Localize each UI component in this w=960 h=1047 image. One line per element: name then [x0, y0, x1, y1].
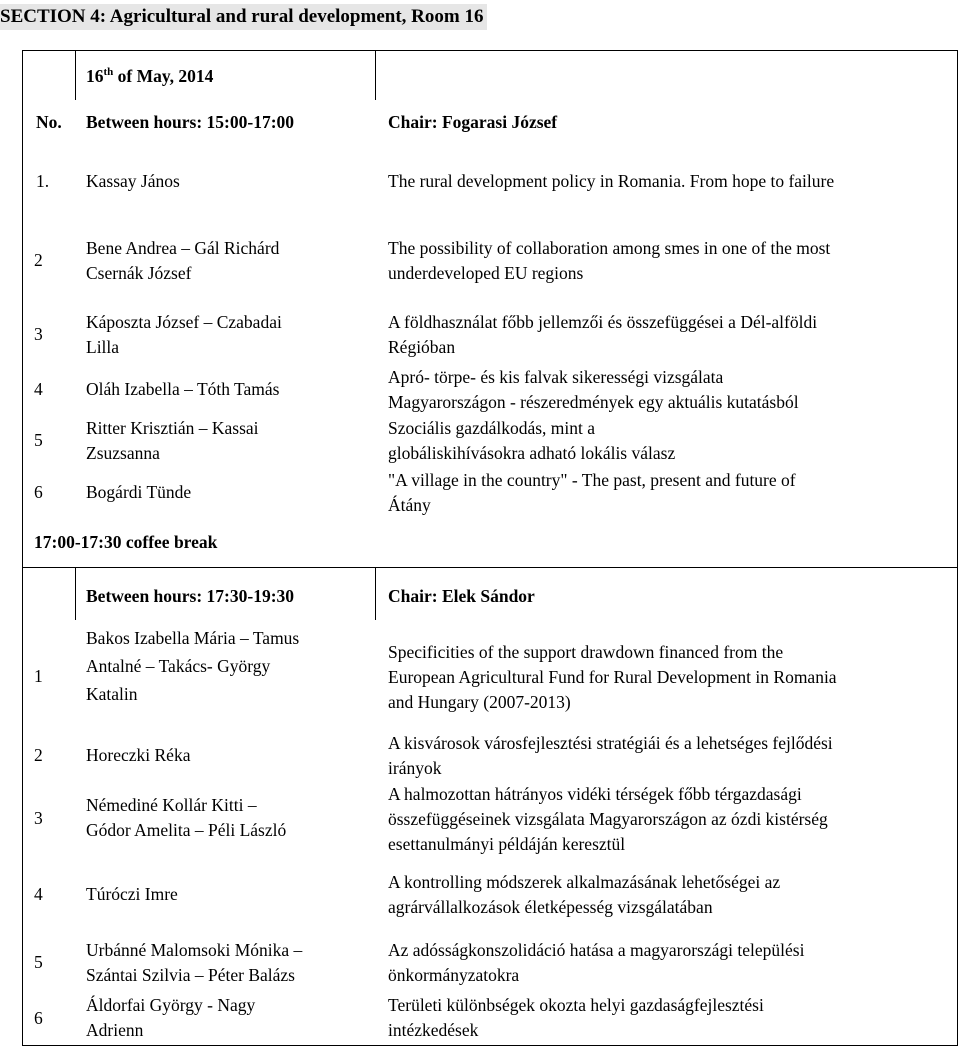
- row-title-line: A halmozottan hátrányos vidéki térségek főbb térgazdasági: [388, 784, 802, 804]
- session2-chair: Chair: Elek Sándor: [388, 586, 535, 606]
- row-number: 3: [34, 324, 43, 344]
- session1-hours: Between hours: 15:00-17:00: [86, 112, 295, 132]
- row-title-line: Területi különbségek okozta helyi gazdaságfejlesztési: [388, 995, 764, 1015]
- row-title-line: Átány: [388, 495, 431, 515]
- row-number: 5: [34, 430, 43, 450]
- row-title-line: agrárvállalkozások életképesség vizsgálatában: [388, 897, 713, 917]
- row-title-line: A kisvárosok városfejlesztési stratégiái és a lehetséges fejlődési: [388, 733, 833, 753]
- session2-hours: Between hours: 17:30-19:30: [86, 586, 295, 606]
- row-authors-line: Lilla: [86, 337, 120, 357]
- row-title-line: Régióban: [388, 337, 456, 357]
- row-number: 6: [34, 1008, 43, 1028]
- row-title-line: European Agricultural Fund for Rural Development in Romania: [388, 667, 837, 687]
- row-authors-line: Ritter Krisztián – Kassai: [86, 418, 259, 438]
- row-title-line: Specificities of the support drawdown financed from the: [388, 642, 784, 662]
- number-column-header: No.: [36, 112, 62, 132]
- row-title-line: A kontrolling módszerek alkalmazásának lehetőségei az: [388, 872, 781, 892]
- row-title-line: "A village in the country" - The past, present and future of: [388, 470, 796, 490]
- row-title-line: The possibility of collaboration among smes in one of the most: [388, 238, 831, 258]
- session1-chair: Chair: Fogarasi József: [388, 112, 558, 132]
- session-date: 16th of May, 2014: [86, 66, 214, 86]
- row-authors: Oláh Izabella – Tóth Tamás: [86, 379, 280, 399]
- row-authors: Horeczki Réka: [86, 745, 191, 765]
- row-number: 6: [34, 482, 43, 502]
- row-title-line: and Hungary (2007-2013): [388, 692, 571, 712]
- row-authors-line: Szántai Szilvia – Péter Balázs: [86, 965, 295, 985]
- row-title-line: intézkedések: [388, 1020, 479, 1040]
- row-title-line: Az adósságkonszolidáció hatása a magyarországi települési: [388, 940, 805, 960]
- row-authors-line: Bene Andrea – Gál Richárd: [86, 238, 280, 258]
- row-title-line: Szociális gazdálkodás, mint a: [388, 418, 596, 438]
- row-number: 1: [34, 666, 43, 686]
- row-authors-line: Katalin: [86, 684, 138, 704]
- row-title-line: Magyarországon - részeredmények egy aktuális kutatásból: [388, 392, 799, 412]
- row-number: 2: [34, 745, 43, 765]
- row-number: 4: [34, 884, 43, 904]
- row-authors-line: Gódor Amelita – Péli László: [86, 820, 287, 840]
- row-title-line: összefüggéseinek vizsgálata Magyarországon az ózdi kistérség: [388, 809, 828, 829]
- row-title: The rural development policy in Romania. From hope to failure: [388, 171, 835, 191]
- row-title-line: Apró- törpe- és kis falvak sikerességi vizsgálata: [388, 367, 724, 387]
- row-title-line: önkormányzatokra: [388, 965, 520, 985]
- row-number: 4: [34, 379, 43, 399]
- row-authors-line: Antalné – Takács- György: [86, 656, 271, 676]
- coffee-break: 17:00-17:30 coffee break: [34, 532, 218, 552]
- row-number: 3: [34, 808, 43, 828]
- row-authors-line: Némediné Kollár Kitti –: [86, 795, 257, 815]
- row-authors-line: Adrienn: [86, 1020, 144, 1040]
- section-title: SECTION 4: Agricultural and rural development, Room 16: [0, 4, 487, 30]
- row-title-line: underdeveloped EU regions: [388, 263, 584, 283]
- row-authors: Kassay János: [86, 171, 180, 191]
- row-title-line: globáliskihívásokra adható lokális válasz: [388, 443, 676, 463]
- row-authors: Túróczi Imre: [86, 884, 178, 904]
- row-authors: Bogárdi Tünde: [86, 482, 192, 502]
- row-number: 2: [34, 250, 43, 270]
- row-number: 5: [34, 952, 43, 972]
- row-title-line: irányok: [388, 758, 442, 778]
- row-authors-line: Bakos Izabella Mária – Tamus: [86, 628, 300, 648]
- row-authors-line: Áldorfai György - Nagy: [86, 995, 256, 1015]
- row-title-line: A földhasználat főbb jellemzői és összefüggései a Dél-alföldi: [388, 312, 818, 332]
- row-number: 1.: [36, 171, 50, 191]
- row-authors-line: Káposzta József – Czabadai: [86, 312, 282, 332]
- row-authors-line: Urbánné Malomsoki Mónika –: [86, 940, 303, 960]
- row-title-line: esettanulmányi példáján keresztül: [388, 834, 626, 854]
- row-authors-line: Zsuzsanna: [86, 443, 160, 463]
- row-authors-line: Csernák József: [86, 263, 192, 283]
